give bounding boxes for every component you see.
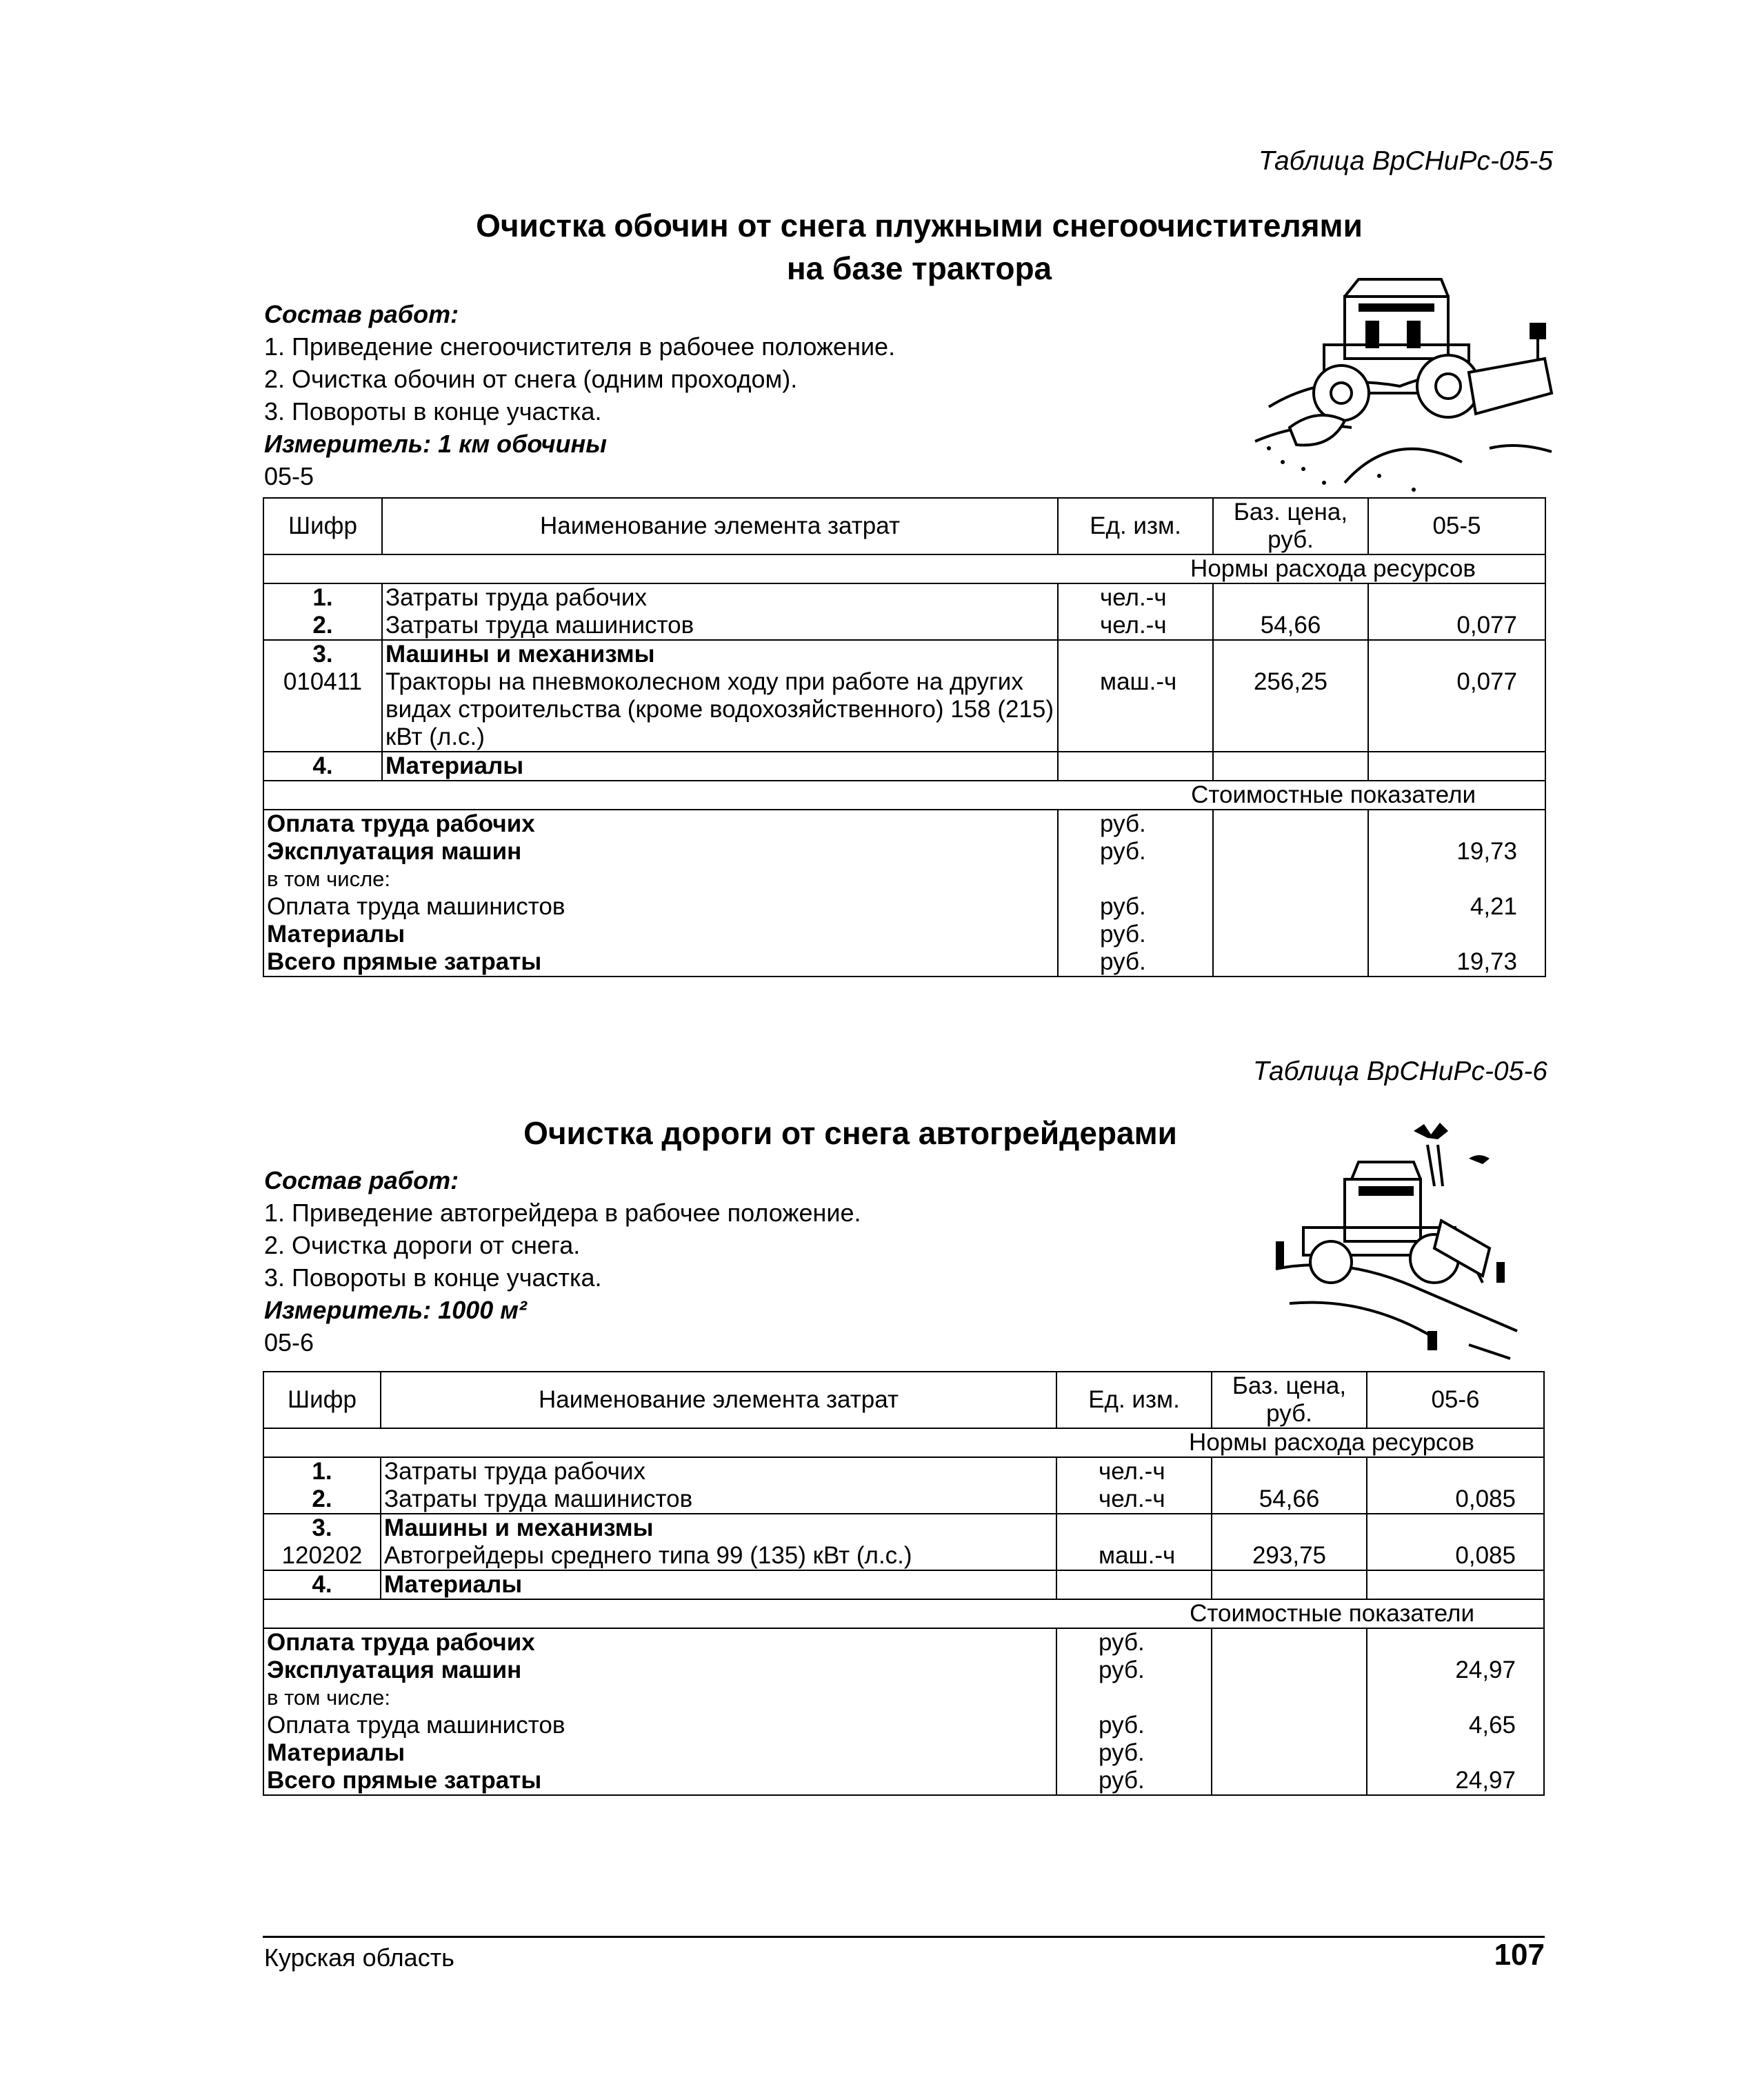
cost-name: Материалы: [263, 1739, 1056, 1767]
work-composition-05-5: [264, 298, 895, 492]
cost-value: 24,97: [1367, 1767, 1544, 1795]
norms-subheader: Нормы расхода ресурсов: [263, 554, 1545, 583]
cost-name: Оплата труда машинистов: [263, 1712, 1056, 1739]
table-row: [263, 583, 1545, 612]
page-number: 107: [1494, 1938, 1545, 1972]
cost-value: [1367, 1628, 1544, 1656]
cost-name: Эксплуатация машин: [263, 1656, 1056, 1684]
cost-value: [1368, 921, 1545, 948]
cost-value: 4,21: [1368, 893, 1545, 921]
cost-value: 19,73: [1368, 948, 1545, 977]
row-price: 293,75: [1212, 1542, 1367, 1570]
col-header-shifr: Шифр: [263, 1372, 381, 1428]
row-number: 010411: [263, 668, 382, 752]
row-number: 3.: [263, 1514, 381, 1542]
resource-table-05-5: [263, 497, 1546, 977]
table-header-row: [263, 1372, 1544, 1428]
motor-grader-illustration: [1262, 1110, 1524, 1365]
row-number: 120202: [263, 1542, 381, 1570]
col-header-code: 05-6: [1367, 1372, 1544, 1428]
norms-subheader-row: [263, 554, 1545, 583]
table-row: [263, 1570, 1544, 1599]
work-item: 2. Очистка дороги от снега.: [264, 1231, 581, 1259]
work-item: 3. Повороты в конце участка.: [264, 397, 602, 426]
row-price: 256,25: [1213, 668, 1368, 752]
cost-name: в том числе:: [263, 1684, 1056, 1712]
cost-row: [263, 1739, 1544, 1767]
cost-unit: руб.: [1058, 838, 1213, 865]
cost-row: [263, 1628, 1544, 1656]
table-row: [263, 640, 1545, 668]
row-number: 4.: [263, 1570, 381, 1599]
title-line-1: Очистка обочин от снега плужными снегоочистителями: [476, 208, 1363, 243]
table-row: [263, 612, 1545, 640]
measure-unit: Измеритель: 1 км обочины: [264, 430, 608, 458]
cost-subheader: Стоимостные показатели: [263, 781, 1545, 810]
cost-row: [263, 948, 1545, 977]
cost-value: 19,73: [1368, 838, 1545, 865]
row-name: Затраты труда машинистов: [382, 612, 1058, 640]
cost-name: Оплата труда машинистов: [263, 893, 1058, 921]
row-value: 0,085: [1367, 1542, 1544, 1570]
cost-unit: руб.: [1058, 810, 1213, 838]
work-composition-heading: Состав работ:: [264, 1166, 459, 1194]
work-item: 2. Очистка обочин от снега (одним проходом).: [264, 365, 798, 393]
row-number: 3.: [263, 640, 382, 668]
cost-row: [263, 921, 1545, 948]
col-header-shifr: Шифр: [263, 498, 382, 554]
cost-name: Материалы: [263, 921, 1058, 948]
row-price: [1212, 1457, 1367, 1485]
work-item: 1. Приведение автогрейдера в рабочее положение.: [264, 1199, 861, 1227]
cost-row: [263, 1767, 1544, 1795]
measure-unit: Измеритель: 1000 м²: [264, 1296, 527, 1324]
cost-value: 24,97: [1367, 1656, 1544, 1684]
section-title-05-6: Очистка дороги от снега автогрейдерами: [523, 1115, 1177, 1151]
cost-row: [263, 1656, 1544, 1684]
table-row: [263, 1457, 1544, 1485]
cost-name: Всего прямые затраты: [263, 948, 1058, 977]
row-name: Затраты труда рабочих: [381, 1457, 1056, 1485]
work-item: 3. Повороты в конце участка.: [264, 1263, 602, 1292]
col-header-unit: Ед. изм.: [1058, 498, 1213, 554]
row-unit: маш.-ч: [1058, 668, 1213, 752]
row-number: 1.: [263, 1457, 381, 1485]
cost-unit: руб.: [1056, 1739, 1212, 1767]
cost-row: [263, 838, 1545, 865]
cost-subheader: Стоимостные показатели: [263, 1599, 1544, 1628]
table-label-05-5: Таблица ВрСНиРс-05-5: [1259, 146, 1553, 176]
work-item: 1. Приведение снегоочистителя в рабочее положение.: [264, 332, 896, 361]
col-header-price: Баз. цена, руб.: [1213, 498, 1368, 554]
row-value: [1367, 1457, 1544, 1485]
norms-subheader: Нормы расхода ресурсов: [263, 1428, 1544, 1457]
cost-subheader-row: [263, 1599, 1544, 1628]
row-name: Материалы: [381, 1570, 1056, 1599]
cost-unit: руб.: [1056, 1712, 1212, 1739]
cost-name: Оплата труда рабочих: [263, 810, 1058, 838]
row-number: 1.: [263, 583, 382, 612]
title-line-2: на базе трактора: [786, 250, 1052, 286]
row-name: Автогрейдеры среднего типа 99 (135) кВт (л.с.): [381, 1542, 1056, 1570]
cost-row: [263, 865, 1545, 893]
row-unit: маш.-ч: [1056, 1542, 1212, 1570]
row-unit: чел.-ч: [1058, 583, 1213, 612]
col-header-name: Наименование элемента затрат: [381, 1372, 1056, 1428]
cost-row: [263, 893, 1545, 921]
tractor-snowplow-illustration: [1241, 255, 1572, 497]
row-number: 2.: [263, 612, 382, 640]
cost-name: Всего прямые затраты: [263, 1767, 1056, 1795]
row-value: 0,085: [1367, 1485, 1544, 1514]
table-header-row: [263, 498, 1545, 554]
cost-value: [1367, 1739, 1544, 1767]
cost-value: 4,65: [1367, 1712, 1544, 1739]
row-number: 4.: [263, 752, 382, 781]
resource-table-05-6: [263, 1371, 1545, 1796]
row-name: Материалы: [382, 752, 1058, 781]
table-row: [263, 668, 1545, 752]
row-unit: чел.-ч: [1056, 1457, 1212, 1485]
row-price: 54,66: [1213, 612, 1368, 640]
footer-divider: [263, 1936, 1545, 1938]
row-price: [1213, 583, 1368, 612]
row-unit: чел.-ч: [1056, 1485, 1212, 1514]
row-name: Затраты труда рабочих: [382, 583, 1058, 612]
row-value: 0,077: [1368, 612, 1545, 640]
cost-unit: руб.: [1058, 948, 1213, 977]
table-row: [263, 752, 1545, 781]
row-name: Машины и механизмы: [382, 640, 1058, 668]
cost-name: Эксплуатация машин: [263, 838, 1058, 865]
cost-value: [1368, 810, 1545, 838]
col-header-unit: Ед. изм.: [1056, 1372, 1212, 1428]
cost-unit: руб.: [1056, 1628, 1212, 1656]
footer-region: Курская область: [264, 1943, 454, 1972]
table-row: [263, 1542, 1544, 1570]
cost-name: в том числе:: [263, 865, 1058, 893]
col-header-code: 05-5: [1368, 498, 1545, 554]
cost-row: [263, 810, 1545, 838]
col-header-price: Баз. цена, руб.: [1212, 1372, 1367, 1428]
cost-unit: руб.: [1058, 893, 1213, 921]
table-row: [263, 1485, 1544, 1514]
cost-unit: руб.: [1056, 1767, 1212, 1795]
table-code: 05-5: [264, 462, 314, 490]
row-number: 2.: [263, 1485, 381, 1514]
cost-name: Оплата труда рабочих: [263, 1628, 1056, 1656]
row-unit: чел.-ч: [1058, 612, 1213, 640]
row-name: Затраты труда машинистов: [381, 1485, 1056, 1514]
work-composition-05-6: [264, 1164, 861, 1359]
table-code: 05-6: [264, 1328, 314, 1357]
cost-row: [263, 1684, 1544, 1712]
table-row: [263, 1514, 1544, 1542]
row-name: Тракторы на пневмоколесном ходу при работе на других видах строительства (кроме водохозяйственного) 158 (215) кВт (л.с.): [382, 668, 1058, 752]
table-label-05-6: Таблица ВрСНиРс-05-6: [1253, 1057, 1547, 1086]
cost-unit: руб.: [1056, 1656, 1212, 1684]
work-composition-heading: Состав работ:: [264, 300, 459, 328]
row-name: Машины и механизмы: [381, 1514, 1056, 1542]
col-header-name: Наименование элемента затрат: [382, 498, 1058, 554]
cost-subheader-row: [263, 781, 1545, 810]
row-value: 0,077: [1368, 668, 1545, 752]
row-price: 54,66: [1212, 1485, 1367, 1514]
norms-subheader-row: [263, 1428, 1544, 1457]
cost-unit: руб.: [1058, 921, 1213, 948]
cost-row: [263, 1712, 1544, 1739]
row-value: [1368, 583, 1545, 612]
